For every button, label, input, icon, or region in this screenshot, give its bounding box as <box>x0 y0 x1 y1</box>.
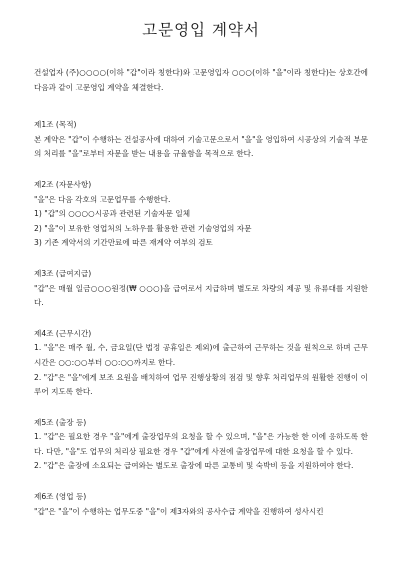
article-line: 1. "을"은 매주 월, 수, 금요일(단 법정 공휴일은 제외)에 출근하여 근무하는 것을 원칙으로 하며 근무 시간은 ○○:○○부터 ○○:○○까지로 한다. <box>34 343 368 367</box>
article-heading: 제5조 (출장 등) <box>34 417 87 427</box>
article-line: 1) "갑"의 ○○○○시공과 관련된 기술자문 일체 <box>34 209 191 219</box>
article-2 <box>34 178 368 251</box>
article-line: 2. "갑"은 출장에 소요되는 급여와는 별도로 출장에 따른 교통비 및 숙박비 등을 지원하여야 한다. <box>34 461 354 471</box>
article-heading: 제4조 (근무시간) <box>34 328 92 338</box>
article-heading: 제3조 (급여지급) <box>34 268 92 278</box>
article-line: 2. "갑"은 "을"에게 보조 요원을 배치하여 업무 진행상황의 점검 및 향후 처리업무의 원활한 진행이 이루어 지도록 한다. <box>34 372 368 397</box>
article-heading: 제2조 (자문사항) <box>34 179 92 189</box>
article-line: 본 계약은 "갑"이 수행하는 건설공사에 대하여 기술고문으로서 "을"을 영입하여 시공상의 기술적 부문의 처리를 "을"로부터 자문을 받는 내용을 규율함을 목적으로 한다. <box>34 134 368 159</box>
article-heading: 제6조 (영업 등) <box>34 492 87 502</box>
article-line: 1. "갑"은 필요한 경우 "을"에게 출장업무의 요청을 할 수 있으며, "을"은 가능한 한 이에 응하도록 한다. 다만, "을"도 업무의 처리상 필요한 경우 "갑"에게 사전에 출장업무에 대한 요청을 할 수 있다. <box>34 432 368 456</box>
article-line: "갑"은 매월 일금○○○원정(₩ ○○○)을 급여로서 지급하며 별도로 차량의 제공 및 유류대를 지원한다. <box>34 283 368 308</box>
article-1 <box>34 118 368 162</box>
document-title: 고문영입 계약서 <box>142 21 260 39</box>
article-3 <box>34 267 368 311</box>
article-5 <box>34 416 368 474</box>
article-line: "갑"은 "을"이 수행하는 업무도중 "을"이 제3자와의 공사수급 계약을 진행하여 성사시킨 <box>34 506 324 516</box>
article-line: 2) "을"이 보유한 영업처의 노하우를 활용한 관련 기술영업의 자문 <box>34 223 252 233</box>
article-line: 3) 기존 계약서의 기간만료에 따른 재계약 여부의 검토 <box>34 238 213 248</box>
article-line: "을"은 다음 각호의 고문업무를 수행한다. <box>34 194 171 204</box>
article-6 <box>34 490 368 519</box>
article-heading: 제1조 (목적) <box>34 120 77 130</box>
article-4 <box>34 327 368 400</box>
preamble-paragraph: 건설업자 (주)○○○○(이하 "갑"이라 칭한다)와 고문영입자 ○○○(이하 "을"이라 칭한다)는 상호간에 다음과 같이 고문영입 계약을 체결한다. <box>34 68 368 92</box>
